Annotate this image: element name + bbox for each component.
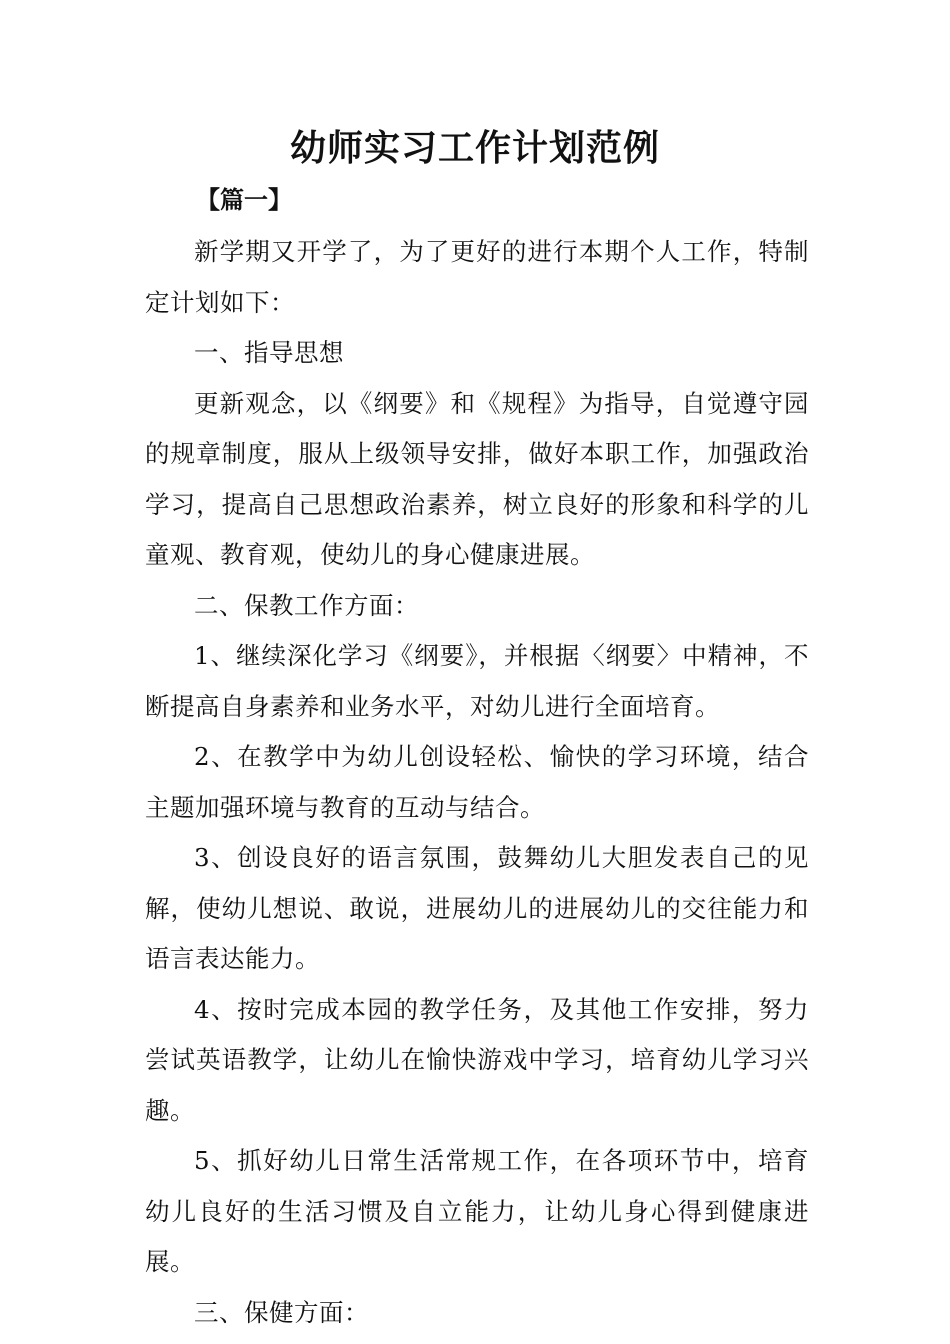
teaching-item-3: 3、创设良好的语言氛围，鼓舞幼儿大胆发表自己的见解，使幼儿想说、敢说，进展幼儿的进展幼儿的交往能力和语言表达能力。 (145, 843, 809, 973)
teaching-item-4: 4、按时完成本园的教学任务，及其他工作安排，努力尝试英语教学，让幼儿在愉快游戏中学习，培育幼儿学习兴趣。 (145, 994, 809, 1125)
document-body (145, 227, 809, 1338)
guiding-ideology-paragraph: 更新观念，以《纲要》和《规程》为指导，自觉遵守园的规章制度，服从上级领导安排，做好本职工作，加强政治学习，提高自己思想政治素养，树立良好的形象和科学的儿童观、教育观，使幼儿的身心健康进展。 (145, 388, 809, 569)
teaching-item-5: 5、抓好幼儿日常生活常规工作，在各项环节中，培育幼儿良好的生活习惯及自立能力，让幼儿身心得到健康进展。 (145, 1146, 809, 1276)
heading-health-care: 三、保健方面： (194, 1297, 369, 1327)
teaching-item-2: 2、在教学中为幼儿创设轻松、愉快的学习环境，结合主题加强环境与教育的互动与结合。 (145, 742, 809, 822)
document-title: 幼师实习工作计划范例 (289, 128, 660, 169)
section-heading: 【篇一】 (196, 186, 292, 214)
teaching-item-1: 1、继续深化学习《纲要》，并根据〈纲要〉中精神，不断提高自身素养和业务水平，对幼儿进行全面培育。 (145, 641, 809, 721)
heading-teaching-work: 二、保教工作方面： (194, 590, 419, 620)
intro-paragraph: 新学期又开学了，为了更好的进行本期个人工作，特制定计划如下： (145, 237, 809, 317)
heading-guiding-ideology: 一、指导思想 (194, 338, 344, 367)
